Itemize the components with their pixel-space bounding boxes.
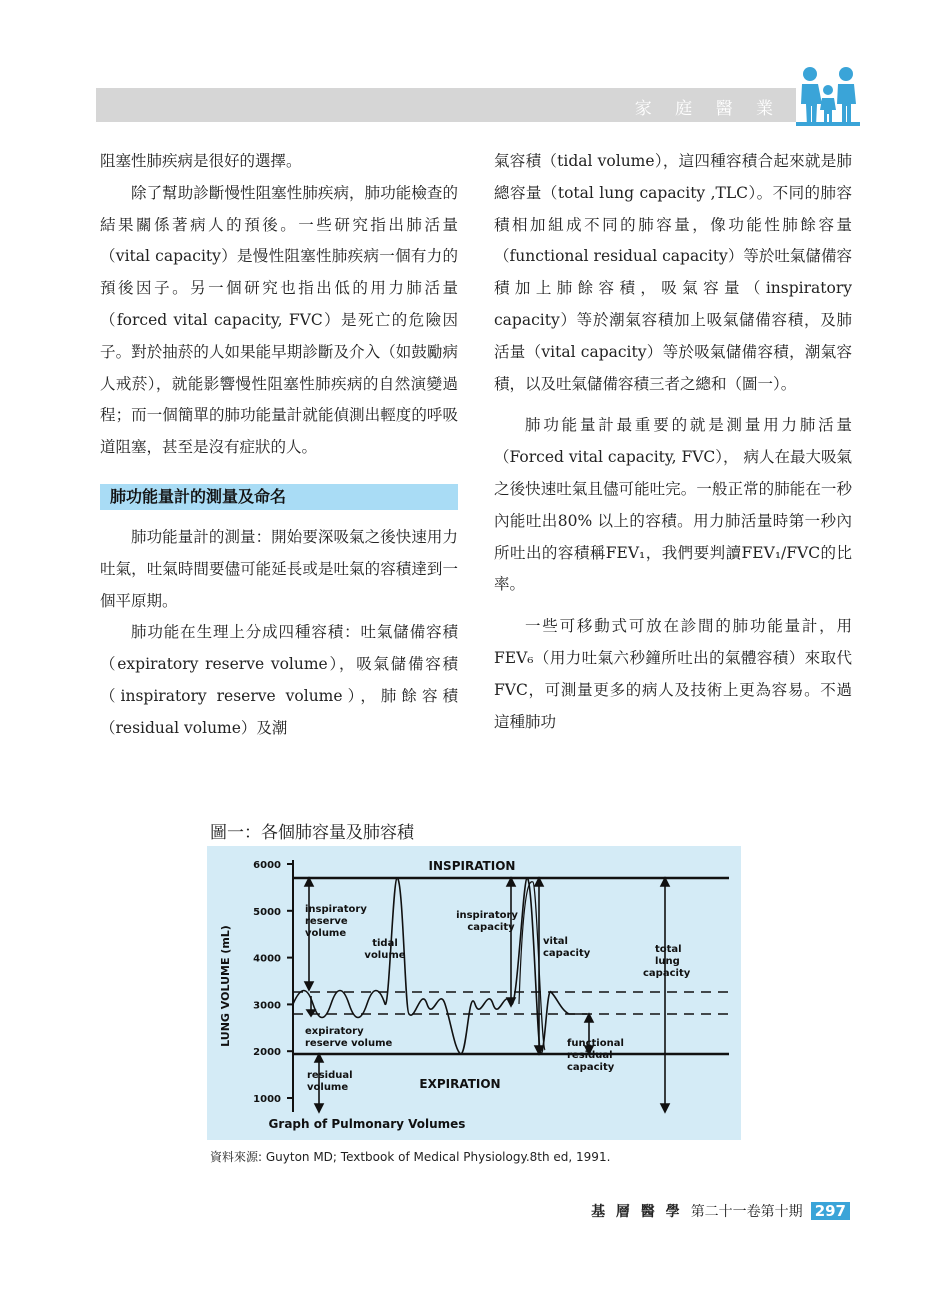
label-inspiratory-capacity: inspiratory capacity [456,910,518,933]
left-column [100,146,458,745]
family-figures-icon [796,64,860,128]
figure-caption: 圖一：各個肺容量及肺容積 [210,823,414,843]
paragraph: 一些可移動式可放在診間的肺功能量計，用FEV₆（用力吐氣六秒鐘所吐出的氣體容積）來取代FVC，可測量更多的病人及技術上更為容易。不過這種肺功 [494,617,852,731]
y-tick-label: 4000 [253,953,281,965]
header-title: 家 庭 醫 業 [634,99,782,119]
paragraph: 阻塞性肺疾病是很好的選擇。 [100,152,302,170]
issue-number: 第二十一卷第十期 [690,1204,803,1220]
footer [591,1200,850,1222]
paragraph: 除了幫助診斷慢性阻塞性肺疾病，肺功能檢查的結果關係著病人的預後。一些研究指出肺活量（vital capacity）是慢性阻塞性肺疾病一個有力的預後因子。另一個研究也指出低的用力肺活量（forced vital capacity, FVC）是死亡的危險因子。對於抽菸的人如果能早期診斷及介入（如鼓勵病人戒菸），就能影響慢性阻塞性肺疾病的自然演變過程；而一個簡單的肺功能量計就能偵測出輕度的呼吸道阻塞，甚至是沒有症狀的人。 [100,183,458,457]
pulmonary-volumes-diagram [207,846,741,1140]
section-heading: 肺功能量計的測量及命名 [100,484,458,510]
label-functional-residual-capacity: functional residual capacity [567,1038,624,1073]
figure-source: 資料來源: Guyton MD; Textbook of Medical Physiology.8th ed, 1991. [210,1150,611,1164]
label-total-lung-capacity: total lung capacity [643,944,691,979]
y-tick-label: 3000 [253,1000,281,1012]
paragraph: 肺功能在生理上分成四種容積：吐氣儲備容積（expiratory reserve volume），吸氣儲備容積（inspiratory reserve volume），肺餘容積（residual volume）及潮 [100,623,458,737]
diagram-title: Graph of Pulmonary Volumes [268,1117,466,1131]
header-bar [96,88,796,122]
paragraph: 肺功能量計最重要的就是測量用力肺活量（Forced vital capacity, FVC）， 病人在最大吸氣之後快速吐氣且儘可能吐完。一般正常的肺能在一秒內能吐出80% 以上的容積。用力肺活量時第一秒內所吐出的容積稱FEV₁，我們要判讀FEV₁/FVC的比率。 [494,416,852,594]
label-tidal-volume: tidal volume [364,938,406,961]
label-inspiratory-reserve-volume: inspiratory reserve volume [305,904,367,939]
pulmonary-volumes-figure [207,846,741,1140]
y-tick-label: 5000 [253,906,281,918]
page-number: 297 [811,1202,850,1220]
label-vital-capacity: vital capacity [543,936,591,959]
expiration-label: EXPIRATION [419,1077,501,1091]
y-tick-label: 1000 [253,1094,281,1105]
y-axis-label: LUNG VOLUME (mL) [219,925,232,1047]
y-tick-label: 6000 [253,860,281,871]
right-column [494,146,852,738]
y-tick-label: 2000 [253,1047,281,1059]
paragraph: 肺功能量計的測量：開始要深吸氣之後快速用力吐氣，吐氣時間要儘可能延長或是吐氣的容積達到一個平原期。 [100,527,458,610]
label-residual-volume: residual volume [307,1070,353,1093]
label-expiratory-reserve-volume: expiratory reserve volume [305,1026,393,1049]
paragraph: 氣容積（tidal volume），這四種容積合起來就是肺總容量（total lung capacity ,TLC）。不同的肺容積相加組成不同的肺容量，像功能性肺餘容量（functional residual capacity）等於吐氣儲備容積加上肺餘容積，吸氣容量（inspiratory capacity）等於潮氣容積加上吸氣儲備容積，及肺活量（vital capacity）等於吸氣儲備容積，潮氣容積，以及吐氣儲備容積三者之總和（圖一）。 [494,152,852,393]
inspiration-label: INSPIRATION [428,859,516,873]
journal-name: 基 層 醫 學 [591,1204,683,1220]
